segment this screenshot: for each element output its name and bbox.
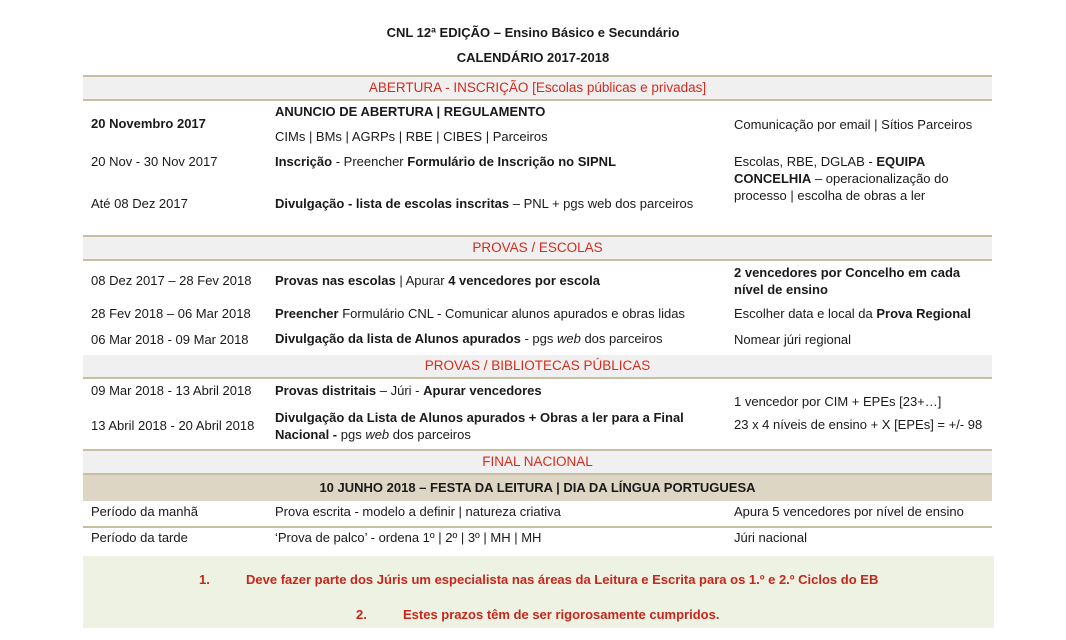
resp-bold: EQUIPA CONCELHIA	[734, 154, 925, 186]
resp-text: Escolas, RBE, DGLAB -	[734, 154, 877, 169]
responsible-cell: 1 vencedor por CIM + EPEs [23+…]	[734, 394, 942, 409]
responsible-cell	[734, 306, 971, 321]
responsible-cell: Comunicação por email | Sítios Parceiros	[734, 117, 973, 132]
document-subtitle: CALENDÁRIO 2017-2018	[456, 50, 610, 65]
action-text: - pgs	[520, 331, 557, 346]
action-text: – PNL + pgs web dos parceiros	[509, 196, 694, 211]
action-text: | Apurar	[395, 273, 449, 288]
row-divider	[83, 526, 992, 528]
responsible-cell: Apura 5 vencedores por nível de ensino	[734, 504, 964, 519]
action-cell: Prova escrita - modelo a definir | natureza criativa	[275, 504, 561, 519]
date-cell: 09 Mar 2018 - 13 Abril 2018	[91, 383, 252, 398]
period-cell: Período da manhã	[91, 504, 198, 519]
note-number: 2.	[356, 607, 367, 622]
action-cell-title: ANUNCIO DE ABERTURA | REGULAMENTO	[275, 104, 546, 119]
resp-bold: Prova Regional	[876, 306, 972, 321]
action-bold: Provas distritais	[275, 383, 377, 398]
action-text: dos parceiros	[580, 331, 663, 346]
action-bold: Formulário de Inscrição no SIPNL	[407, 154, 617, 169]
date-cell: 20 Novembro 2017	[91, 116, 206, 131]
action-cell	[275, 196, 693, 211]
action-text: dos parceiros	[389, 427, 471, 442]
date-cell: 08 Dez 2017 – 28 Fev 2018	[91, 273, 252, 288]
action-text: pgs	[337, 427, 366, 442]
action-bold: Apurar vencedores	[423, 383, 542, 398]
final-date-band: 10 JUNHO 2018 – FESTA DA LEITURA | DIA DA LÍNGUA PORTUGUESA	[83, 475, 992, 501]
date-cell: Até 08 Dez 2017	[91, 196, 188, 211]
action-cell	[275, 383, 542, 398]
document-title: CNL 12ª EDIÇÃO – Ensino Básico e Secundário	[386, 25, 680, 40]
action-cell	[275, 331, 663, 346]
resp-text: Escolher data e local da	[734, 306, 877, 321]
action-bold: Divulgação da Lista de Alunos apurados + Obras a ler para a Final Nacional -	[275, 410, 684, 442]
action-bold: Preencher	[275, 306, 339, 321]
action-bold: 4 vencedores por escola	[448, 273, 600, 288]
action-cell: ‘Prova de palco’ - ordena 1º | 2º | 3º | MH | MH	[275, 530, 542, 545]
action-cell	[275, 154, 616, 169]
section-header-provas-escolas: PROVAS / ESCOLAS	[83, 235, 992, 261]
date-cell: 13 Abril 2018 - 20 Abril 2018	[91, 418, 255, 433]
action-bold: Inscrição	[275, 154, 333, 169]
action-bold: Provas nas escolas	[275, 273, 396, 288]
section-header-final-nacional: FINAL NACIONAL	[83, 449, 992, 475]
date-cell: 20 Nov - 30 Nov 2017	[91, 154, 218, 169]
action-bold: Divulgação - lista de escolas inscritas	[275, 196, 510, 211]
action-cell	[275, 409, 705, 443]
responsible-cell: 2 vencedores por Concelho em cada nível de ensino	[734, 265, 961, 297]
section-header-abertura: ABERTURA - INSCRIÇÃO [Escolas públicas e privadas]	[83, 75, 992, 101]
responsible-cell: Nomear júri regional	[734, 332, 852, 347]
date-cell: 06 Mar 2018 - 09 Mar 2018	[91, 332, 249, 347]
section-header-provas-bibliotecas: PROVAS / BIBLIOTECAS PÚBLICAS	[83, 355, 992, 379]
action-text: - Preencher	[332, 154, 408, 169]
responsible-cell	[734, 153, 984, 204]
note-text: Estes prazos têm de ser rigorosamente cumpridos.	[403, 607, 720, 622]
note-text: Deve fazer parte dos Júris um especialista nas áreas da Leitura e Escrita para os 1.º e 2.º Ciclos do EB	[246, 572, 879, 587]
responsible-cell: Júri nacional	[734, 530, 807, 545]
action-cell-sub: CIMs | BMs | AGRPs | RBE | CIBES | Parceiros	[275, 129, 548, 144]
action-text: Formulário CNL - Comunicar alunos apurados e obras lidas	[338, 306, 685, 321]
action-cell	[275, 306, 685, 321]
action-italic: web	[365, 427, 390, 442]
action-cell	[275, 273, 600, 288]
action-bold: Divulgação da lista de Alunos apurados	[275, 331, 521, 346]
action-italic: web	[556, 331, 581, 346]
note-number: 1.	[199, 572, 210, 587]
resp-text: – operacionalização do processo | escolha de obras a ler	[734, 171, 949, 203]
action-text: – Júri -	[376, 383, 424, 398]
date-cell: 28 Fev 2018 – 06 Mar 2018	[91, 306, 251, 321]
responsible-cell: 23 x 4 níveis de ensino + X [EPEs] = +/- 98	[734, 417, 983, 432]
period-cell: Período da tarde	[91, 530, 188, 545]
